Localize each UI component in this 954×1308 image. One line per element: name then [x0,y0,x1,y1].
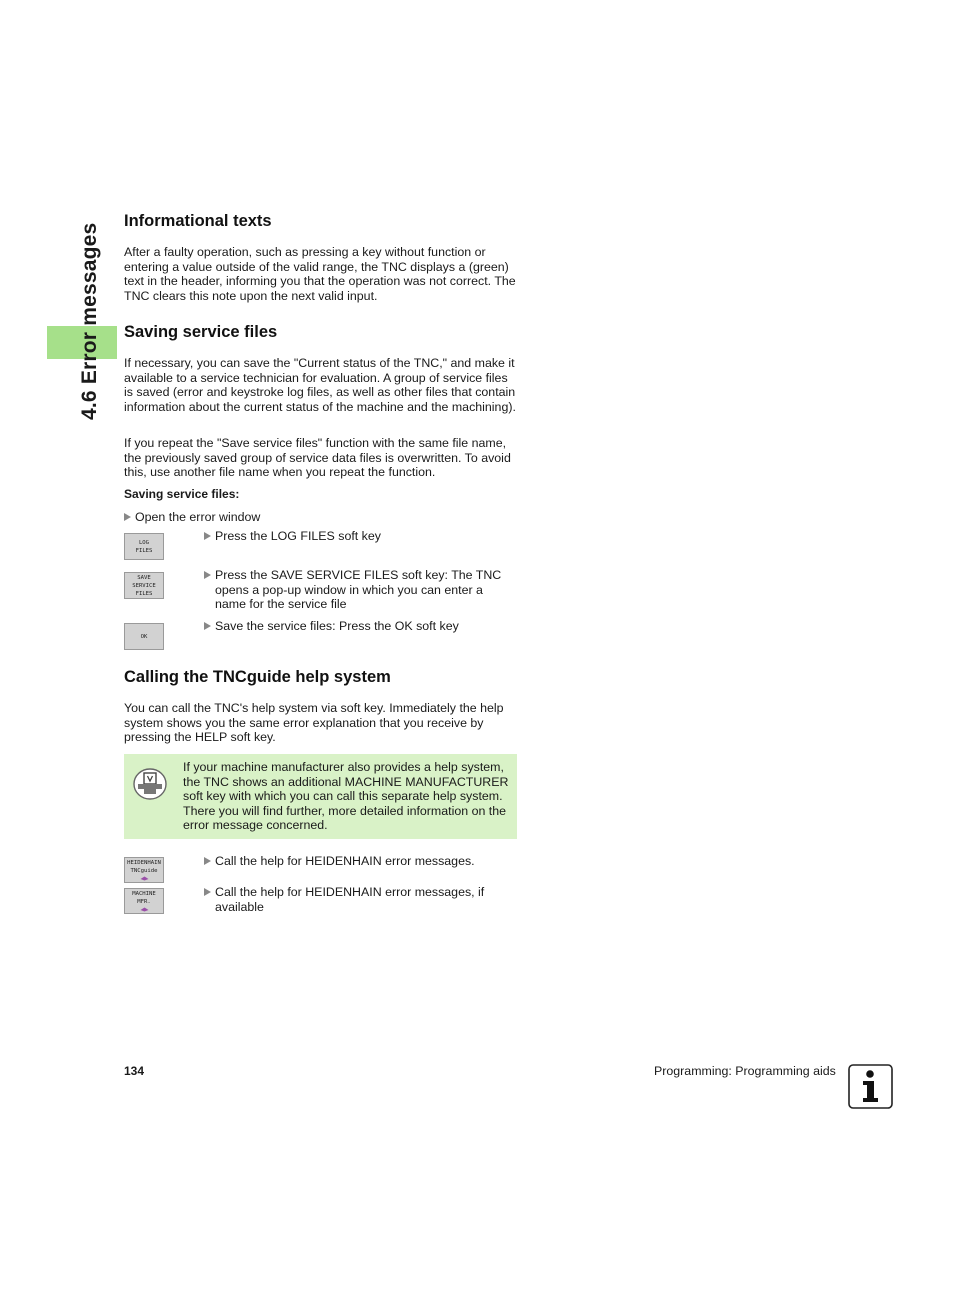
arrow-right-icon [204,571,211,579]
machine-manufacturer-icon [133,768,167,800]
arrow-right-icon [204,857,211,865]
ok-softkey[interactable]: OK [124,623,164,650]
heading-saving-service-files: Saving service files [124,323,278,341]
log-files-softkey[interactable]: LOG FILES [124,533,164,560]
info-icon [848,1064,893,1109]
machine-note-text: If your machine manufacturer also provides a help system, the TNC shows an additional MACHINE MANUFACTURER soft key with which you can call this separate help system. There you will find further, more detailed information on the error message concerned. [183,760,509,832]
footer-chapter: Programming: Programming aids [654,1064,836,1078]
subheading-saving-steps: Saving service files: [124,487,240,501]
arrow-right-icon [204,622,211,630]
step-call-machine-help: Call the help for HEIDENHAIN error messages, if available [204,885,484,914]
machine-mfr-softkey[interactable]: MACHINE MFR. [124,888,164,914]
save-service-files-softkey[interactable]: SAVE SERVICE FILES [124,572,164,599]
heidenhain-tncguide-softkey[interactable]: HEIDENHAIN TNCguide [124,857,164,883]
page-number: 134 [124,1064,145,1078]
arrow-right-icon [204,888,211,896]
step-press-ok: Save the service files: Press the OK soft key [204,619,459,634]
heading-tncguide: Calling the TNCguide help system [124,668,391,686]
step-press-save-service-files: Press the SAVE SERVICE FILES soft key: The TNC opens a pop-up window in which you can enter a name for the service file [204,568,501,612]
arrow-right-icon [124,513,131,521]
side-chapter-title-text: 4.6 Error messages [78,222,101,420]
side-chapter-title [78,220,108,420]
paragraph-informational: After a faulty operation, such as pressing a key without function or entering a value outside of the valid range, the TNC displays a (green) text in the header, informing you that the operation was not correct. The TNC clears this note upon the next valid input. [124,245,516,303]
arrow-right-icon [204,532,211,540]
paragraph-saving-1: If necessary, you can save the "Current status of the TNC," and make it available to a service technician for evaluation. A group of service files is saved (error and keystroke log files, as well as other files that contain information about the current status of the machine and the machining). [124,356,516,414]
step-call-heidenhain-help: Call the help for HEIDENHAIN error messages. [204,854,475,869]
paragraph-tncguide: You can call the TNC's help system via soft key. Immediately the help system shows you the same error explanation that you receive by pressing the HELP soft key. [124,701,504,744]
heading-informational-texts: Informational texts [124,212,272,230]
help-hat-icon [140,876,149,881]
help-hat-icon [140,907,149,912]
paragraph-saving-2: If you repeat the "Save service files" function with the same file name, the previously saved group of service data files is overwritten. To avoid this, use another file name when you repeat the function. [124,436,511,479]
step-open-error-window: Open the error window [124,510,260,525]
step-press-log-files: Press the LOG FILES soft key [204,529,381,544]
